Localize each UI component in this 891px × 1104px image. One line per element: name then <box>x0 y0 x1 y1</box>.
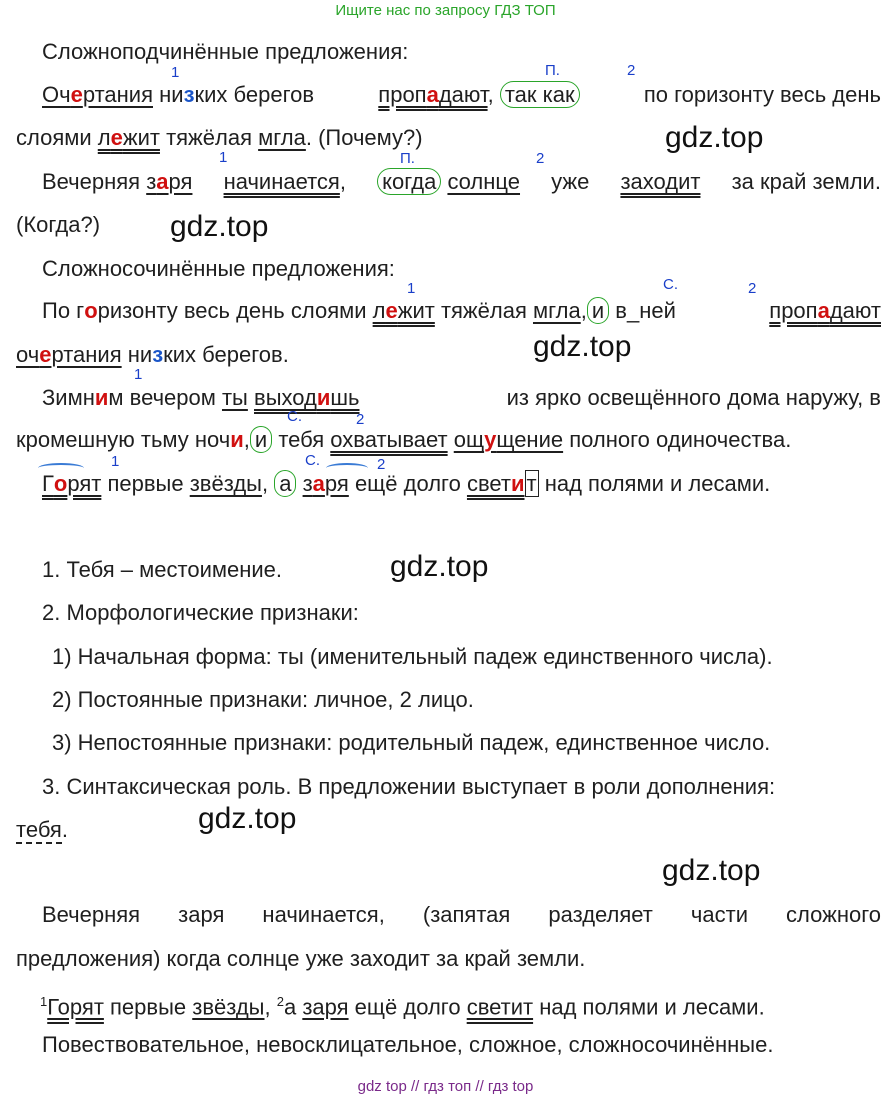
sentence-2-part-b: начинается, <box>223 169 346 194</box>
marker-1: 1 <box>171 64 180 81</box>
marker-2: 2 <box>627 62 636 79</box>
marker-2: 2 <box>536 150 545 167</box>
heading-complex-sentences: Сложноподчинённые предложения: <box>42 39 409 64</box>
sentence-3-continued: очертания низких берегов. <box>16 342 289 367</box>
sentence-2-part-c: когда солнце <box>377 167 520 197</box>
watermark: gdz.top <box>665 121 764 154</box>
marker-1: 1 <box>407 280 416 297</box>
marker-2: 2 <box>748 280 757 297</box>
sentence-4 <box>42 383 881 413</box>
analysis-subitem-1: 1) Начальная форма: ты (именительный падеж единственного числа). <box>52 644 773 669</box>
watermark: gdz.top <box>390 550 489 583</box>
sentence-4-part-a: Зимним вечером ты выходишь <box>42 385 360 410</box>
marker-2: 2 <box>356 411 365 428</box>
sentence-1-part-subject: Очертания низких берегов <box>42 82 315 107</box>
marker-1: 1 <box>134 366 143 383</box>
sentence-1-continued: слоями лежит тяжёлая мгла. (Почему?) <box>16 125 423 150</box>
sentence-2-part-e: заходит <box>620 169 701 194</box>
punctuation-word: заря <box>178 902 225 927</box>
watermark: gdz.top <box>198 802 297 835</box>
top-banner[interactable]: Ищите нас по запросу ГДЗ ТОП <box>335 2 556 19</box>
analysis-subitem-3: 3) Непостоянные признаки: родительный падеж, единственное число. <box>52 730 771 755</box>
compound-sentence-marked: $^1$Горят первые звёзды, $^2$а заря ещё долго светит над полями и лесами. <box>40 994 765 1020</box>
sentence-1 <box>42 80 881 110</box>
sentence-characteristics: Повествовательное, невосклицательное, сложное, сложносочинённые. <box>42 1032 774 1057</box>
marker-p: П. <box>400 150 415 167</box>
punctuation-word: разделяет <box>548 902 653 927</box>
analysis-subitem-2: 2) Постоянные признаки: личное, 2 лицо. <box>52 687 474 712</box>
sentence-2-question: (Когда?) <box>16 212 101 237</box>
sentence-3 <box>42 296 881 326</box>
sentence-4-continued: кромешную тьму ночи, и тебя охватывает ощущение полного одиночества. <box>16 427 792 452</box>
sentence-4-part-b: из ярко освещённого дома наружу, в <box>506 385 881 410</box>
marker-s: С. <box>305 452 320 469</box>
punctuation-word: части <box>690 902 748 927</box>
marker-1: 1 <box>219 149 228 166</box>
sentence-5: Горят первые звёзды, а заря ещё долго светит над полями и лесами. <box>42 471 771 496</box>
sentence-2-part-a: Вечерняя заря <box>42 169 193 194</box>
watermark: gdz.top <box>662 854 761 887</box>
sentence-1-part-predicate: пропадают, так как <box>378 80 579 110</box>
punctuation-word: сложного <box>786 902 881 927</box>
analysis-item-1: 1. Тебя – местоимение. <box>42 557 283 582</box>
marker-p: П. <box>545 62 560 79</box>
analysis-item-2: 2. Морфологические признаки: <box>42 600 359 625</box>
sentence-3-part-b: пропадают <box>769 298 881 323</box>
analysis-item-3: 3. Синтаксическая роль. В предложении выступает в роли дополнения: <box>42 774 776 799</box>
punctuation-note-continued: предложения) когда солнце уже заходит за край земли. <box>16 946 586 971</box>
sentence-3-part-a: По горизонту весь день слоями лежит тяжёлая мгла, и в_ней <box>42 298 676 323</box>
punctuation-word: Вечерняя <box>42 902 141 927</box>
sentence-2-part-f: за край земли. <box>731 169 881 194</box>
marker-s: С. <box>287 408 302 425</box>
watermark: gdz.top <box>170 210 269 243</box>
punctuation-word: начинается, <box>262 902 385 927</box>
marker-2: 2 <box>377 456 386 473</box>
marker-1: 1 <box>111 453 120 470</box>
watermark: gdz.top <box>533 330 632 363</box>
punctuation-note <box>42 900 881 930</box>
heading-compound-sentences: Сложносочинённые предложения: <box>42 256 395 281</box>
punctuation-word: (запятая <box>422 902 511 927</box>
marker-s: С. <box>663 276 678 293</box>
analysis-item-3-continued: тебя. <box>16 817 68 842</box>
bottom-banner[interactable]: gdz top // гдз топ // гдз top <box>357 1078 534 1095</box>
sentence-2 <box>42 167 881 197</box>
sentence-1-part-tail: по горизонту весь день <box>643 82 881 107</box>
sentence-2-part-d: уже <box>551 169 590 194</box>
